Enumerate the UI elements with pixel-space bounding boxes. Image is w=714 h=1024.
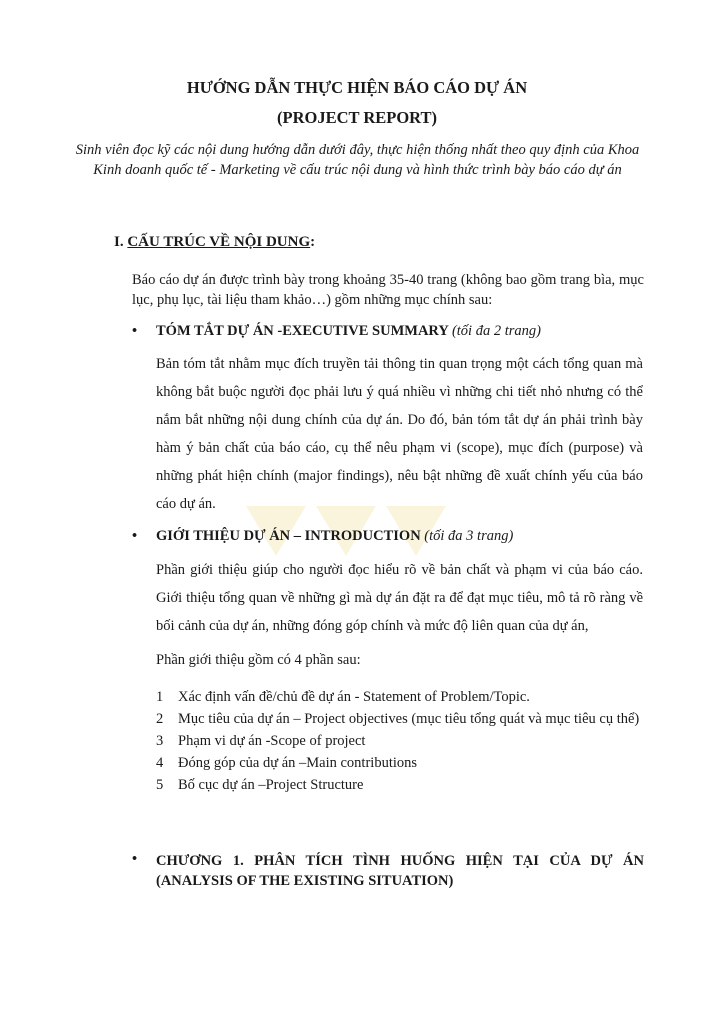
list-item-number: 2	[156, 711, 164, 727]
bullet-icon: •	[132, 528, 138, 544]
executive-summary-body: Bản tóm tắt nhằm mục đích truyền tải thông tin quan trọng một cách tổng quan mà không bắt buộc người đọc phải lưu ý quá nhiều vì những chi tiết nhỏ nhưng có thể nắm bắt những nội dung chính của dự án. Do đó, bản tóm tắt dự án phải trình bày hàm ý bản chất của báo cáo, cụ thể nêu phạm vi (scope), mục đích (purpose) và những phát hiện chính (major findings), nêu bật những đề xuất chính yếu của báo cáo dự án.	[156, 356, 643, 512]
section-heading	[114, 234, 315, 251]
introduction-list-intro: Phần giới thiệu gồm có 4 phần sau:	[156, 652, 361, 668]
list-item	[156, 686, 643, 708]
list-item	[156, 774, 643, 796]
list-item-text: Đóng góp của dự án –Main contributions	[178, 755, 418, 771]
bullet-page-limit: (tối đa 3 trang)	[424, 528, 514, 544]
section-title: CẤU TRÚC VỀ NỘI DUNG	[127, 234, 311, 250]
bullet-title: GIỚI THIỆU DỰ ÁN – INTRODUCTION	[156, 528, 421, 544]
instructions-note: Sinh viên đọc kỹ các nội dung hướng dẫn dưới đây, thực hiện thống nhất theo quy định của Khoa Kinh doanh quốc tế - Marketing về cấu trúc nội dung và hình thức trình bày báo cáo dự án	[75, 142, 640, 178]
list-item	[156, 708, 643, 730]
section-intro: Báo cáo dự án được trình bày trong khoảng 35-40 trang (không bao gồm trang bìa, mục lục, phụ lục, tài liệu tham khảo…) gồm những mục chính sau:	[132, 272, 644, 308]
section-colon: :	[310, 234, 316, 250]
bullet-page-limit: (tối đa 2 trang)	[451, 323, 541, 339]
list-item-text: Bố cục dự án –Project Structure	[178, 777, 364, 793]
bullet-icon: •	[132, 851, 138, 867]
list-item-text: Mục tiêu của dự án – Project objectives (mục tiêu tổng quát và mục tiêu cụ thể)	[178, 711, 640, 727]
bullet-heading	[156, 528, 644, 545]
list-item-text: Xác định vấn đề/chủ đề dự án - Statement of Problem/Topic.	[178, 689, 530, 705]
list-item-number: 3	[156, 733, 164, 749]
document-title: HƯỚNG DẪN THỰC HIỆN BÁO CÁO DỰ ÁN	[186, 78, 528, 97]
list-item-number: 1	[156, 689, 164, 705]
introduction-parts-list	[156, 686, 643, 796]
list-item	[156, 752, 643, 774]
list-item	[156, 730, 643, 752]
bullet-title: TÓM TẮT DỰ ÁN -EXECUTIVE SUMMARY	[156, 323, 449, 339]
document-subtitle-english: (PROJECT REPORT)	[277, 108, 437, 127]
bullet-icon: •	[132, 323, 138, 339]
list-item-number: 5	[156, 777, 164, 793]
bullet-title: CHƯƠNG 1. PHÂN TÍCH TÌNH HUỐNG HIỆN TẠI CỦA DỰ ÁN (ANALYSIS OF THE EXISTING SITUATION)	[156, 853, 644, 889]
section-number: I.	[114, 234, 124, 250]
introduction-body: Phần giới thiệu giúp cho người đọc hiểu rõ về bản chất và phạm vi của báo cáo. Giới thiệu tổng quan về những gì mà dự án đặt ra để đạt mục tiêu, mô tả rõ ràng về bối cảnh của dự án, những đóng góp chính và mức độ liên quan của dự án,	[156, 562, 643, 634]
bullet-heading	[156, 323, 644, 340]
list-item-text: Phạm vi dự án -Scope of project	[178, 733, 366, 749]
list-item-number: 4	[156, 755, 164, 771]
